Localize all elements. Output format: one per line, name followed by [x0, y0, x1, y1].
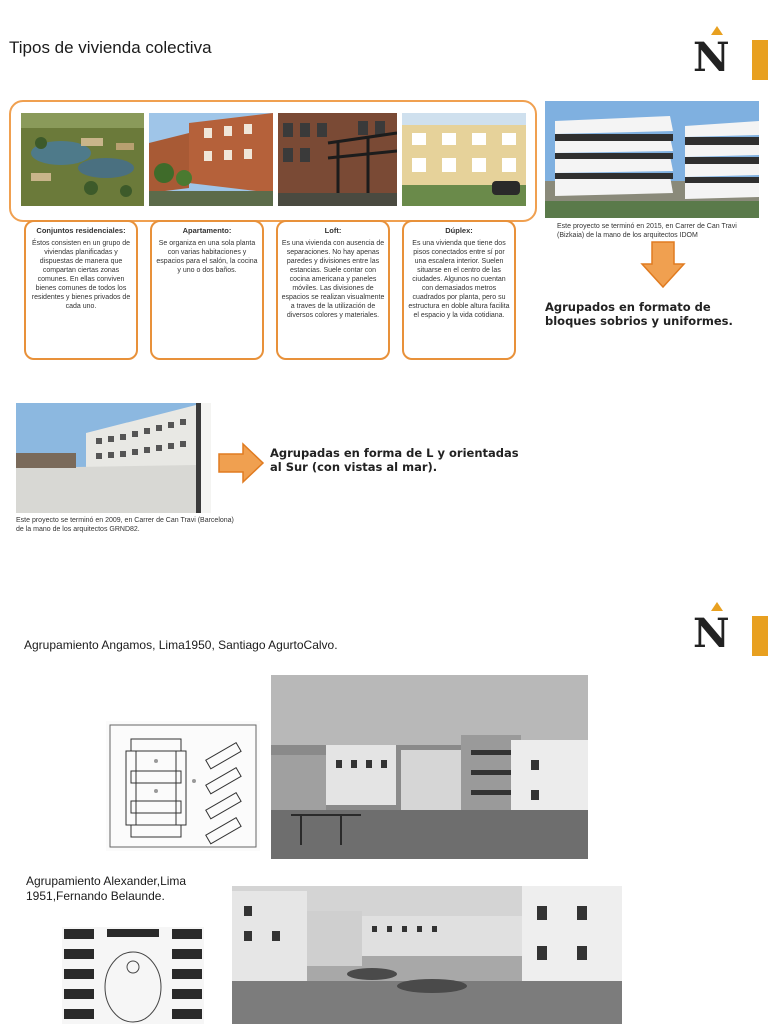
alexander-plan [62, 927, 204, 1024]
angamos-plan [106, 721, 260, 851]
type-box-loft: Loft: Es una vivienda con ausencia de separaciones. No hay apenas paredes y divisiones entre las estancias. Suele contar con cocina americana y paneles móviles. Las divisiones de espacios se realizan visualmente a traves de la utilización de diversos colores y materiales. [276, 220, 390, 360]
project-grnd82-note: Agrupadas en forma de L y orientadas al Sur (con vistas al mar). [270, 446, 519, 474]
logo-n: N [693, 32, 733, 80]
project-grnd82-caption: Este proyecto se terminó en 2009, en Carrer de Can Travi (Barcelona) de la mano de los arquitectos GRND82. [16, 517, 234, 533]
apartment-photo [149, 113, 273, 206]
project-idom-caption: Este proyecto se terminó en 2015, en Carrer de Can Travi (Bizkaia) de la mano de los arquitectos IDOM [557, 223, 737, 239]
logo-bar-2 [752, 616, 768, 656]
loft-photo [278, 113, 397, 206]
arrow-down-icon [640, 240, 686, 290]
project-idom-note: Agrupados en formato de bloques sobrios y uniformes. [545, 300, 733, 328]
angamos-photo [271, 675, 588, 859]
logo-n-2: N [693, 608, 733, 656]
alexander-photo [232, 886, 622, 1024]
residential-complex-photo [21, 113, 144, 206]
page-title: Tipos de vivienda colectiva [9, 38, 212, 57]
project-idom-photo [545, 101, 759, 218]
angamos-label: Agrupamiento Angamos, Lima1950, Santiago AgurtoCalvo. [24, 638, 338, 652]
logo-bar [752, 40, 768, 80]
duplex-photo [402, 113, 526, 206]
alexander-label: Agrupamiento Alexander,Lima 1951,Fernando Belaunde. [26, 874, 187, 903]
project-grnd82-photo [16, 403, 211, 513]
arrow-right-icon [217, 442, 265, 484]
type-box-residential: Conjuntos residenciales: Éstos consisten en un grupo de viviendas planificadas y dispuestas de manera que compartan ciertas zonas comunes. En ellas conviven bienes comunes de todos los residentes y bienes privados de cada uno. [24, 220, 138, 360]
type-box-duplex: Dúplex: Es una vivienda que tiene dos pisos conectados entre sí por una escalera interior. Suelen situarse en el centro de las ciudades. Algunos no cuentan con demasiados metros cuadrados por planta, pero su estructura en doble altura facilita el espacio y la vida cotidiana. [402, 220, 516, 360]
type-box-apartment: Apartamento: Se organiza en una sola planta con varias habitaciones y espacios para el salón, la cocina y uno o dos baños. [150, 220, 264, 360]
